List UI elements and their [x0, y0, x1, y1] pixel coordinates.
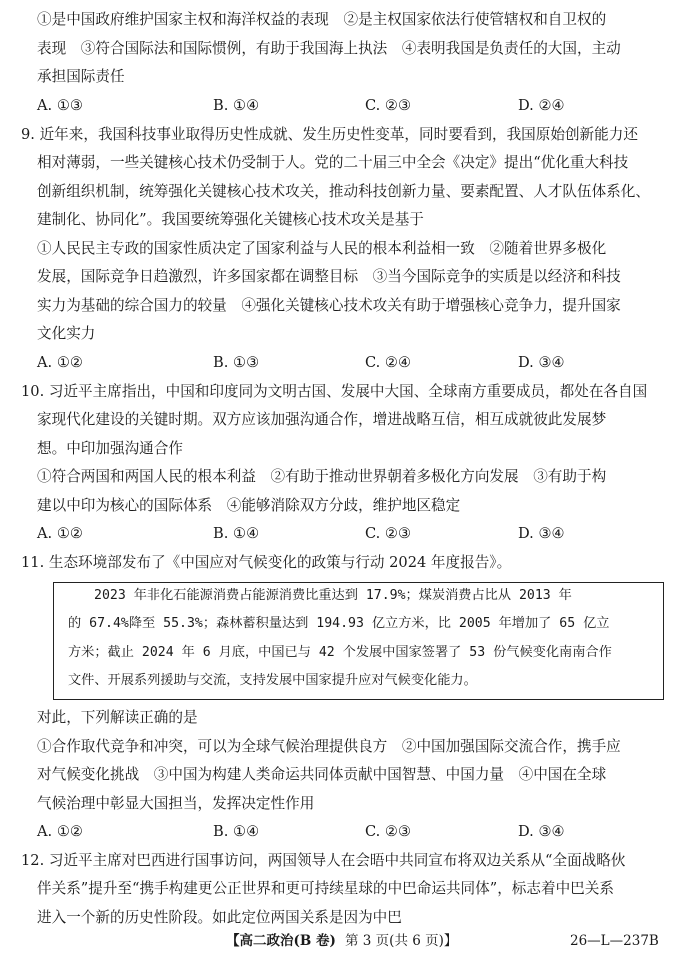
footer-code: 26—L—237B: [570, 933, 659, 949]
q9-option-d: D. ③④: [518, 354, 565, 371]
q10-stem-line-1: 10. 习近平主席指出，中国和印度同为文明古国、发展中大国、全球南方重要成员，都处在各自国: [21, 383, 648, 400]
q8-option-d: D. ②④: [518, 97, 565, 114]
q10-stem-line-2: 家现代化建设的关键时期。双方应该加强沟通合作，增进战略互信，相互成就彼此发展梦: [37, 411, 607, 428]
q9-statement-line-4: 文化实力: [37, 325, 96, 342]
q12-stem-line-1: 12. 习近平主席对巴西进行国事访问，两国领导人在会晤中共同宣布将双边关系从“全面战略伙: [21, 852, 626, 869]
q9-option-a: A. ①②: [37, 354, 83, 371]
q8-options: [37, 96, 657, 116]
q8-statement-line-2: 表现 ③符合国际法和国际惯例，有助于我国海上执法 ④表明我国是负责任的大国，主动: [37, 40, 621, 57]
q11-option-d: D. ③④: [518, 823, 565, 840]
q9-option-b: B. ①③: [213, 354, 260, 371]
q9-stem-line-2: 相对薄弱，一些关键核心技术仍受制于人。党的二十届三中全会《决定》提出“优化重大科技: [37, 154, 629, 171]
q9-stem-line-3: 创新组织机制，统筹强化关键核心技术攻关，推动科技创新力量、要素配置、人才队伍体系化、: [37, 183, 650, 200]
q8-option-b: B. ①④: [213, 97, 260, 114]
q10-statement-line-1: ①符合两国和两国人民的根本利益 ②有助于推动世界朝着多极化方向发展 ③有助于构: [37, 468, 607, 485]
q11-stem-line-1: 11. 生态环境部发布了《中国应对气候变化的政策与行动 2024 年度报告》。: [21, 554, 512, 571]
q11-option-a: A. ①②: [37, 823, 83, 840]
q10-option-a: A. ①②: [37, 525, 83, 542]
q9-stem-line-4: 建制化、协同化”。我国要统筹强化关键核心技术攻关是基于: [37, 211, 424, 228]
footer-page-number: 第 3 页(共 6 页)】: [345, 933, 458, 949]
q11-material-line-4: 文件、开展系列援助与交流，支持发展中国家提升应对气候变化能力。: [68, 673, 477, 688]
q11-material-line-1: 2023 年非化石能源消费占能源消费比重达到 17.9%；煤炭消费占比从 2013 年: [94, 588, 572, 603]
q10-stem-line-3: 想。中印加强沟通合作: [37, 440, 183, 457]
q10-option-c: C. ②③: [365, 525, 412, 542]
q11-material-line-2: 的 67.4%降至 55.3%；森林蓄积量达到 194.93 亿立方米，比 2005 年增加了 65 亿立: [68, 616, 610, 631]
q10-option-b: B. ①④: [213, 525, 260, 542]
q12-stem-line-3: 进入一个新的历史性阶段。如此定位两国关系是因为中巴: [37, 909, 402, 926]
q8-option-a: A. ①③: [37, 97, 83, 114]
q12-stem-line-2: 伴关系”提升至“携手构建更公正世界和更可持续星球的中巴命运共同体”，标志着中巴关系: [37, 880, 614, 897]
q10-option-d: D. ③④: [518, 525, 565, 542]
q9-stem-line-1: 9. 近年来，我国科技事业取得历史性成就、发生历史性变革，同时要看到，我国原始创新能力还: [21, 126, 638, 143]
q11-statement-line-2: 对气候变化挑战 ③中国为构建人类命运共同体贡献中国智慧、中国力量 ④中国在全球: [37, 766, 607, 783]
q11-option-c: C. ②③: [365, 823, 412, 840]
q11-options: [37, 822, 657, 842]
q9-statement-line-3: 实力为基础的综合国力的较量 ④强化关键核心技术攻关有助于增强核心竞争力，提升国家: [37, 297, 621, 314]
q9-options: [37, 353, 657, 373]
q11-statement-line-1: ①合作取代竞争和冲突，可以为全球气候治理提供良方 ②中国加强国际交流合作，携手应: [37, 738, 621, 755]
q11-statement-line-3: 气候治理中彰显大国担当，发挥决定性作用: [37, 795, 315, 812]
q9-option-c: C. ②④: [365, 354, 412, 371]
q11-question-line: 对此，下列解读正确的是: [37, 709, 198, 726]
q8-option-c: C. ②③: [365, 97, 412, 114]
q9-statement-line-2: 发展，国际竞争日趋激烈，许多国家都在调整目标 ③当今国际竞争的实质是以经济和科技: [37, 268, 621, 285]
q11-option-b: B. ①④: [213, 823, 260, 840]
q11-material-line-3: 方米；截止 2024 年 6 月底，中国已与 42 个发展中国家签署了 53 份气候变化南南合作: [68, 645, 612, 660]
q10-statement-line-2: 建以中印为核心的国际体系 ④能够消除双方分歧，维护地区稳定: [37, 497, 461, 514]
q9-statement-line-1: ①人民民主专政的国家性质决定了国家利益与人民的根本利益相一致 ②随着世界多极化: [37, 240, 607, 257]
q8-statement-line-3: 承担国际责任: [37, 68, 125, 85]
footer-title: 【高二政治(B 卷): [226, 933, 336, 949]
q10-options: [37, 524, 657, 544]
q8-statement-line-1: ①是中国政府维护国家主权和海洋权益的表现 ②是主权国家依法行使管辖权和自卫权的: [37, 11, 607, 28]
